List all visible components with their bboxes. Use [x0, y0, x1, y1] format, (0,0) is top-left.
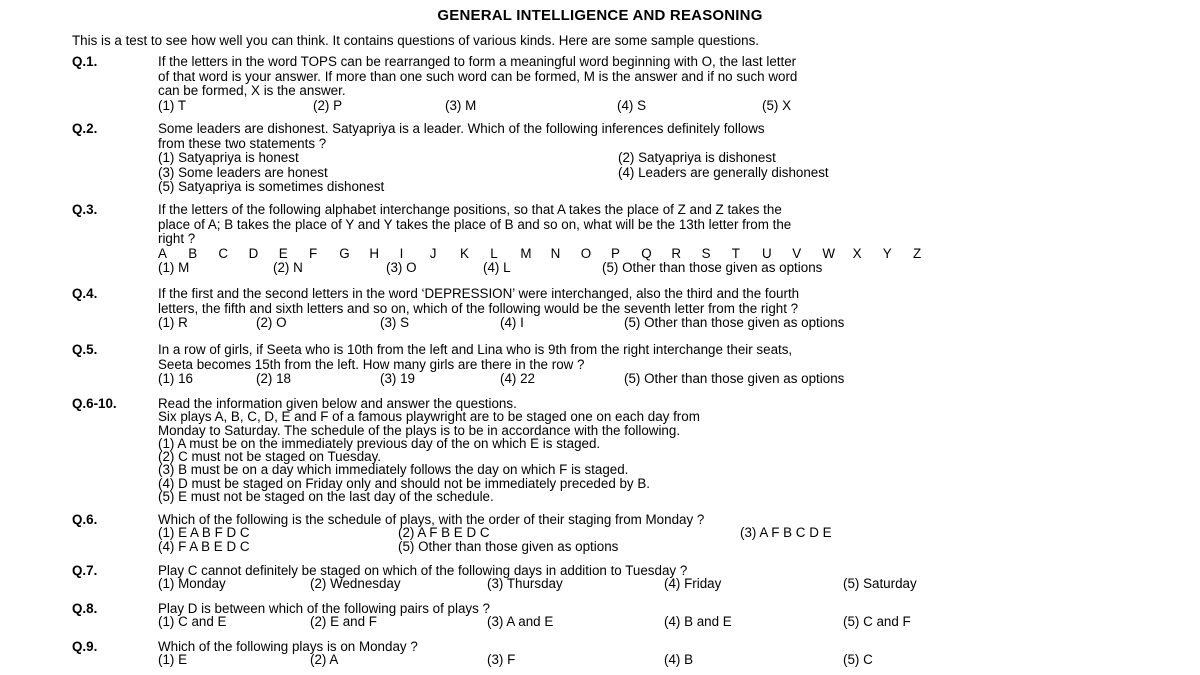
option: (3) A and E [487, 614, 554, 630]
option: (4) B [664, 652, 694, 668]
question-text: Seeta becomes 15th from the left. How many girls are there in the row ? [158, 356, 585, 372]
options-row [158, 151, 1133, 166]
question-number: Q.2. [72, 121, 98, 136]
option: (3) Thursday [487, 576, 563, 592]
alphabet-letter: Y [882, 245, 892, 261]
option: (1) E A B F D C [158, 525, 250, 541]
question-number: Q.6-10. [72, 396, 117, 411]
question-body [158, 602, 1133, 629]
passage-body [158, 397, 1133, 503]
option: (4) S [617, 97, 647, 113]
alphabet-letter: I [399, 245, 404, 261]
question-text: Which of the following plays is on Monday ? [158, 639, 418, 654]
question-number: Q.8. [72, 601, 98, 616]
alphabet-letter: X [852, 245, 862, 261]
alphabet-letter: K [460, 245, 469, 261]
question-text: right ? [158, 231, 196, 246]
question-text: Which of the following is the schedule of plays, with the order of their staging from Monday ? [158, 512, 705, 527]
question-body [158, 640, 1133, 667]
passage-line: (4) D must be staged on Friday only and should not be immediately preceded by B. [158, 475, 651, 491]
question-body [158, 343, 1133, 387]
option: (3) A F B C D E [740, 525, 832, 541]
question-text: Play C cannot definitely be staged on which of the following days in addition to Tuesday ? [158, 563, 688, 578]
alphabet-letter: T [731, 245, 740, 261]
option: (5) Other than those given as options [602, 260, 823, 275]
question-text: of that word is your answer. If more than one such word can be formed, M is the answer and if no such word [158, 68, 798, 84]
question-text: If the first and the second letters in the word ‘DEPRESSION’ were interchanged, also the third and the fourth [158, 286, 800, 301]
alphabet-row [158, 247, 1133, 262]
alphabet-letter: W [822, 245, 836, 261]
option: (1) Satyapriya is honest [158, 150, 299, 165]
question-body [158, 122, 1133, 195]
option: (3) 19 [380, 371, 415, 386]
option: (1) Monday [158, 576, 226, 592]
question-text: place of A; B takes the place of Y and Y takes the place of B and so on, what will be the 13th letter from the [158, 216, 792, 232]
option: (1) R [158, 315, 188, 330]
option: (1) 16 [158, 371, 193, 386]
question-body [158, 287, 1133, 331]
option: (5) Other than those given as options [398, 538, 619, 554]
question-text: letters, the fifth and sixth letters and so on, which of the following would be the seventh letter from the right ? [158, 300, 799, 316]
question-body [158, 203, 1133, 276]
alphabet-letter: P [611, 245, 620, 261]
options-row [158, 166, 1133, 181]
option: (1) C and E [158, 614, 227, 630]
alphabet-letter: G [339, 245, 350, 261]
options-row [158, 316, 1133, 331]
option: (5) X [762, 97, 792, 113]
options-row [158, 615, 1133, 628]
option: (4) Friday [664, 576, 722, 592]
passage-line: (5) E must not be staged on the last day of the schedule. [158, 489, 494, 505]
alphabet-letter: B [188, 245, 198, 261]
option: (3) S [380, 315, 410, 330]
options-row [158, 372, 1133, 387]
question-number: Q.4. [72, 286, 98, 301]
option: (5) Saturday [843, 576, 917, 592]
options-row [158, 99, 1133, 114]
passage-line: (1) A must be on the immediately previous day of the on which E is staged. [158, 435, 601, 451]
option: (2) Wednesday [310, 576, 401, 592]
alphabet-letter: V [792, 245, 802, 261]
option: (5) Satyapriya is sometimes dishonest [158, 179, 385, 194]
question-body [158, 55, 1133, 113]
option: (4) L [483, 260, 511, 275]
question-number: Q.9. [72, 639, 98, 654]
alphabet-letter: C [218, 245, 229, 261]
question-text: from these two statements ? [158, 135, 327, 151]
option: (3) F [487, 652, 516, 668]
option: (2) E and F [310, 614, 377, 630]
passage-line: Monday to Saturday. The schedule of the plays is to be in accordance with the following. [158, 422, 681, 438]
alphabet-letter: Z [913, 245, 922, 261]
option: (5) C [843, 652, 873, 668]
alphabet-letter: H [369, 245, 380, 261]
page-title: GENERAL INTELLIGENCE AND REASONING [437, 7, 763, 24]
option: (3) M [445, 97, 477, 113]
option: (4) Leaders are generally dishonest [618, 164, 829, 180]
option: (3) O [386, 260, 417, 275]
question-text: If the letters of the following alphabet interchange positions, so that A takes the place of Z and Z takes the [158, 202, 782, 217]
question-number: Q.7. [72, 563, 98, 578]
option: (5) Other than those given as options [624, 371, 845, 386]
passage-line: (3) B must be on a day which immediately follows the day on which F is staged. [158, 462, 629, 478]
question-text: can be formed, X is the answer. [158, 83, 346, 98]
option: (2) A F B E D C [398, 525, 490, 541]
passage-line: Read the information given below and answer the questions. [158, 396, 517, 411]
question-number: Q.6. [72, 512, 98, 527]
intro-text: This is a test to see how well you can think. It contains questions of various kinds. Here are some sample questions. [72, 33, 759, 48]
alphabet-letter: A [158, 245, 167, 261]
question-body [158, 513, 1133, 553]
options-row [158, 261, 1133, 276]
question-text: Some leaders are dishonest. Satyapriya is a leader. Which of the following inferences definitely follows [158, 121, 765, 136]
option: (5) Other than those given as options [624, 315, 845, 330]
question-number: Q.3. [72, 202, 98, 217]
question-text: If the letters in the word TOPS can be rearranged to form a meaningful word beginning with O, the last letter [158, 54, 797, 69]
option: (2) N [273, 260, 303, 275]
option: (2) P [313, 97, 343, 113]
option: (5) C and F [843, 614, 911, 630]
alphabet-letter: U [762, 245, 772, 261]
options-row [158, 180, 1133, 195]
question-number: Q.5. [72, 342, 98, 357]
option: (2) O [256, 315, 287, 330]
alphabet-letter: S [701, 245, 711, 261]
option: (1) E [158, 652, 188, 668]
alphabet-letter: D [248, 245, 259, 261]
option: (2) 18 [256, 371, 291, 386]
options-row [158, 653, 1133, 666]
alphabet-letter: M [520, 245, 532, 261]
alphabet-letter: L [490, 245, 498, 261]
option: (4) I [500, 315, 524, 330]
alphabet-letter: R [671, 245, 682, 261]
alphabet-letter: O [580, 245, 592, 261]
question-text: Play D is between which of the following pairs of plays ? [158, 601, 490, 616]
alphabet-letter: E [278, 245, 288, 261]
alphabet-letter: J [429, 245, 437, 261]
passage-line: (2) C must not be staged on Tuesday. [158, 449, 382, 465]
option: (1) M [158, 260, 190, 275]
option: (2) A [310, 652, 339, 668]
alphabet-letter: F [309, 245, 318, 261]
alphabet-letter: Q [641, 245, 652, 261]
question-body [158, 564, 1133, 591]
options-row [158, 540, 1133, 553]
option: (4) 22 [500, 371, 535, 386]
option: (2) Satyapriya is dishonest [618, 150, 776, 165]
question-text: In a row of girls, if Seeta who is 10th from the left and Lina who is 9th from the right interchange their seats, [158, 342, 793, 357]
option: (4) F A B E D C [158, 538, 250, 554]
options-row [158, 577, 1133, 590]
alphabet-letter: N [550, 245, 561, 261]
question-number: Q.1. [72, 54, 98, 69]
passage-line: Six plays A, B, C, D, E and F of a famous playwright are to be staged one on each day from [158, 409, 700, 425]
option: (1) T [158, 97, 187, 113]
option: (4) B and E [664, 614, 732, 630]
option: (3) Some leaders are honest [158, 164, 328, 180]
options-row [158, 526, 1133, 539]
